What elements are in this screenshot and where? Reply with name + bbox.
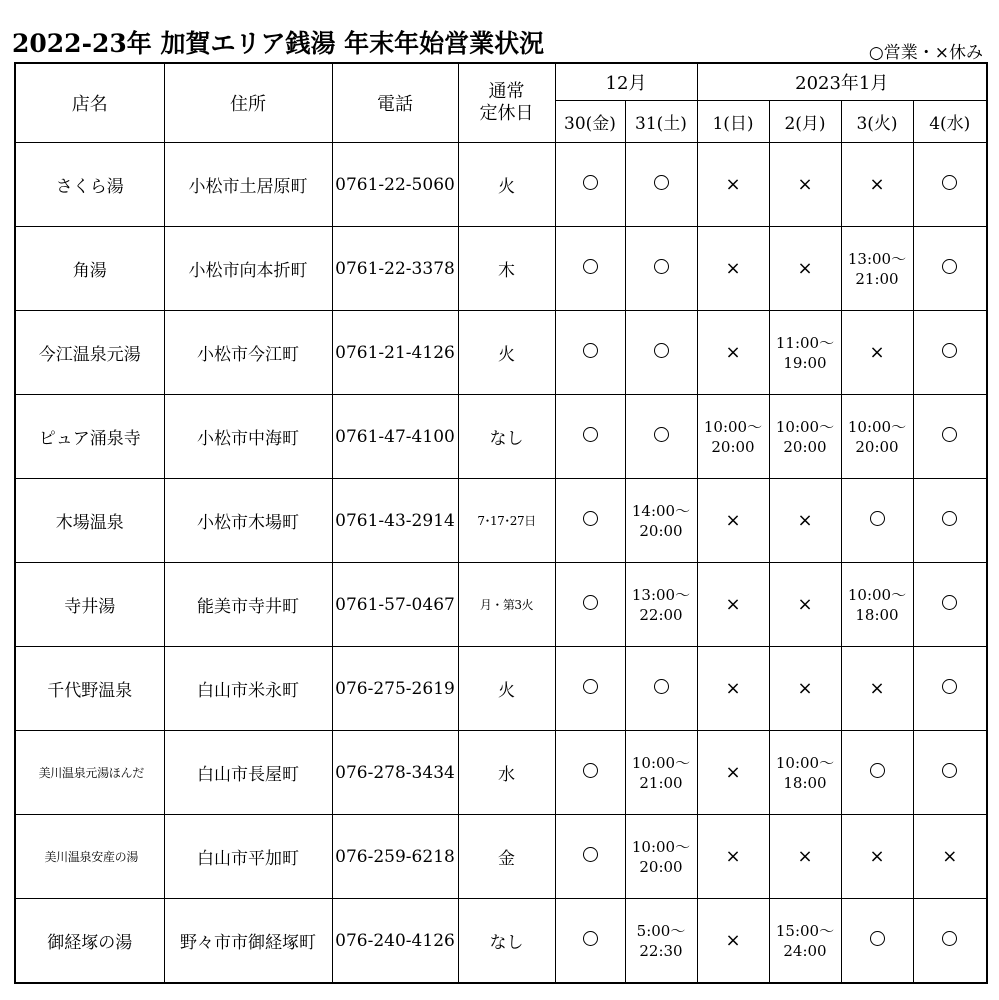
bathhouse-address: 野々市市御経塚町 [164,899,332,984]
open-circle-icon [942,931,957,946]
status-closed [841,815,913,899]
closed-cross-icon: × [869,846,885,867]
bathhouse-address: 小松市土居原町 [164,143,332,227]
status-hours: 5:00〜 22:30 [625,899,697,984]
open-circle-icon [942,511,957,526]
status-closed [769,647,841,731]
table-row [15,395,987,479]
regular-closed-day: 月・第3火 [458,563,555,647]
status-open [913,143,987,227]
status-open [555,647,625,731]
status-open [841,899,913,984]
header-month-january: 2023年1月 [697,63,987,101]
open-circle-icon [583,931,598,946]
status-hours: 10:00〜 20:00 [625,815,697,899]
page-title: 2022-23年 加賀エリア銭湯 年末年始営業状況 [12,29,545,58]
table-row [15,563,987,647]
bathhouse-name: 美川温泉元湯ほんだ [15,731,164,815]
bathhouse-address: 能美市寺井町 [164,563,332,647]
bathhouse-address: 白山市長屋町 [164,731,332,815]
status-open [625,647,697,731]
open-circle-icon [870,763,885,778]
open-circle-icon [942,763,957,778]
status-closed [769,479,841,563]
status-closed [769,143,841,227]
open-circle-icon [583,511,598,526]
status-closed [697,731,769,815]
bathhouse-name: 寺井湯 [15,563,164,647]
closed-cross-icon: × [797,846,813,867]
status-open [913,647,987,731]
regular-closed-day: 火 [458,143,555,227]
status-open [625,143,697,227]
table-row [15,731,987,815]
header-day: 1(日) [697,101,769,143]
status-open [913,395,987,479]
table-row [15,899,987,984]
header-day: 30(金) [555,101,625,143]
status-hours: 10:00〜 20:00 [769,395,841,479]
status-open [913,479,987,563]
status-open [913,563,987,647]
closed-cross-icon: × [725,342,741,363]
bathhouse-name: 千代野温泉 [15,647,164,731]
status-open [913,731,987,815]
status-open [913,899,987,984]
status-hours: 10:00〜 21:00 [625,731,697,815]
closed-cross-icon: × [797,510,813,531]
closed-cross-icon: × [725,930,741,951]
table-body [15,143,987,984]
status-open [555,899,625,984]
regular-closed-day: 火 [458,311,555,395]
regular-closed-day: 7･17･27日 [458,479,555,563]
table-row [15,311,987,395]
header-month-december: 12月 [555,63,697,101]
bathhouse-phone: 0761-57-0467 [332,563,458,647]
bathhouse-name: さくら湯 [15,143,164,227]
status-open [555,479,625,563]
status-hours: 13:00〜 21:00 [841,227,913,311]
status-closed [697,311,769,395]
open-circle-icon [942,175,957,190]
status-open [913,311,987,395]
closed-cross-icon: × [797,594,813,615]
status-closed [769,227,841,311]
bathhouse-address: 小松市中海町 [164,395,332,479]
status-hours: 10:00〜 20:00 [841,395,913,479]
regular-closed-day: 水 [458,731,555,815]
open-circle-icon [654,175,669,190]
open-circle-icon [583,679,598,694]
open-circle-icon [654,679,669,694]
status-hours: 10:00〜 20:00 [697,395,769,479]
status-hours: 13:00〜 22:00 [625,563,697,647]
closed-cross-icon: × [869,174,885,195]
open-circle-icon [583,847,598,862]
bathhouse-address: 小松市向本折町 [164,227,332,311]
closed-cross-icon: × [942,846,958,867]
open-circle-icon [870,511,885,526]
open-circle-icon [654,259,669,274]
bathhouse-phone: 0761-47-4100 [332,395,458,479]
closed-cross-icon: × [797,174,813,195]
bathhouse-address: 小松市木場町 [164,479,332,563]
status-open [625,311,697,395]
open-circle-icon [654,427,669,442]
closed-cross-icon: × [869,678,885,699]
bathhouse-name: 木場温泉 [15,479,164,563]
status-open [841,731,913,815]
status-open [625,395,697,479]
bathhouse-phone: 076-278-3434 [332,731,458,815]
bathhouse-phone: 076-275-2619 [332,647,458,731]
open-circle-icon [942,259,957,274]
closed-cross-icon: × [725,678,741,699]
bathhouse-address: 白山市平加町 [164,815,332,899]
bathhouse-address: 小松市今江町 [164,311,332,395]
closed-cross-icon: × [725,258,741,279]
closed-cross-icon: × [725,510,741,531]
status-open [555,227,625,311]
regular-closed-day: 火 [458,647,555,731]
status-hours: 11:00〜 19:00 [769,311,841,395]
bathhouse-phone: 0761-22-3378 [332,227,458,311]
table-row [15,479,987,563]
open-circle-icon [583,763,598,778]
header-day: 4(水) [913,101,987,143]
closed-cross-icon: × [725,594,741,615]
status-closed [697,815,769,899]
closed-cross-icon: × [869,342,885,363]
header-day: 31(土) [625,101,697,143]
regular-closed-day: 木 [458,227,555,311]
status-closed [697,563,769,647]
status-open [555,395,625,479]
header-address: 住所 [164,63,332,143]
status-hours: 10:00〜 18:00 [769,731,841,815]
closed-cross-icon: × [797,258,813,279]
table-row [15,143,987,227]
status-closed [697,647,769,731]
header-day: 3(火) [841,101,913,143]
status-open [555,563,625,647]
status-open [841,479,913,563]
table-row [15,647,987,731]
bathhouse-phone: 0761-21-4126 [332,311,458,395]
regular-closed-day: なし [458,395,555,479]
bathhouse-name: ピュア涌泉寺 [15,395,164,479]
bathhouse-phone: 076-240-4126 [332,899,458,984]
status-open [625,227,697,311]
status-closed [697,899,769,984]
open-circle-icon [654,343,669,358]
bathhouse-name: 今江温泉元湯 [15,311,164,395]
header-name: 店名 [15,63,164,143]
status-closed [841,143,913,227]
header-phone: 電話 [332,63,458,143]
header-day: 2(月) [769,101,841,143]
status-hours: 14:00〜 20:00 [625,479,697,563]
header-closed-day: 通常 定休日 [458,63,555,143]
open-circle-icon [583,343,598,358]
status-closed [697,227,769,311]
open-circle-icon [583,595,598,610]
status-open [555,311,625,395]
table-row [15,815,987,899]
bathhouse-phone: 0761-43-2914 [332,479,458,563]
status-closed [841,647,913,731]
status-closed [841,311,913,395]
status-closed [697,479,769,563]
open-circle-icon [870,931,885,946]
status-open [913,227,987,311]
bathhouse-phone: 0761-22-5060 [332,143,458,227]
bathhouse-name: 角湯 [15,227,164,311]
table-row [15,227,987,311]
status-closed [697,143,769,227]
bathhouse-address: 白山市米永町 [164,647,332,731]
status-open [555,143,625,227]
closed-cross-icon: × [725,762,741,783]
closed-cross-icon: × [725,846,741,867]
open-circle-icon [583,175,598,190]
status-closed [769,815,841,899]
status-hours: 10:00〜 18:00 [841,563,913,647]
status-closed [769,563,841,647]
bathhouse-name: 美川温泉安産の湯 [15,815,164,899]
schedule-table [14,62,988,984]
status-closed [913,815,987,899]
status-open [555,731,625,815]
bathhouse-phone: 076-259-6218 [332,815,458,899]
open-circle-icon [942,427,957,442]
table-header [15,63,987,143]
open-circle-icon [942,595,957,610]
regular-closed-day: なし [458,899,555,984]
open-circle-icon [583,427,598,442]
bathhouse-name: 御経塚の湯 [15,899,164,984]
regular-closed-day: 金 [458,815,555,899]
status-hours: 15:00〜 24:00 [769,899,841,984]
status-open [555,815,625,899]
legend: ○営業・×休み [868,43,983,63]
open-circle-icon [942,679,957,694]
open-circle-icon [942,343,957,358]
open-circle-icon [583,259,598,274]
closed-cross-icon: × [725,174,741,195]
closed-cross-icon: × [797,678,813,699]
